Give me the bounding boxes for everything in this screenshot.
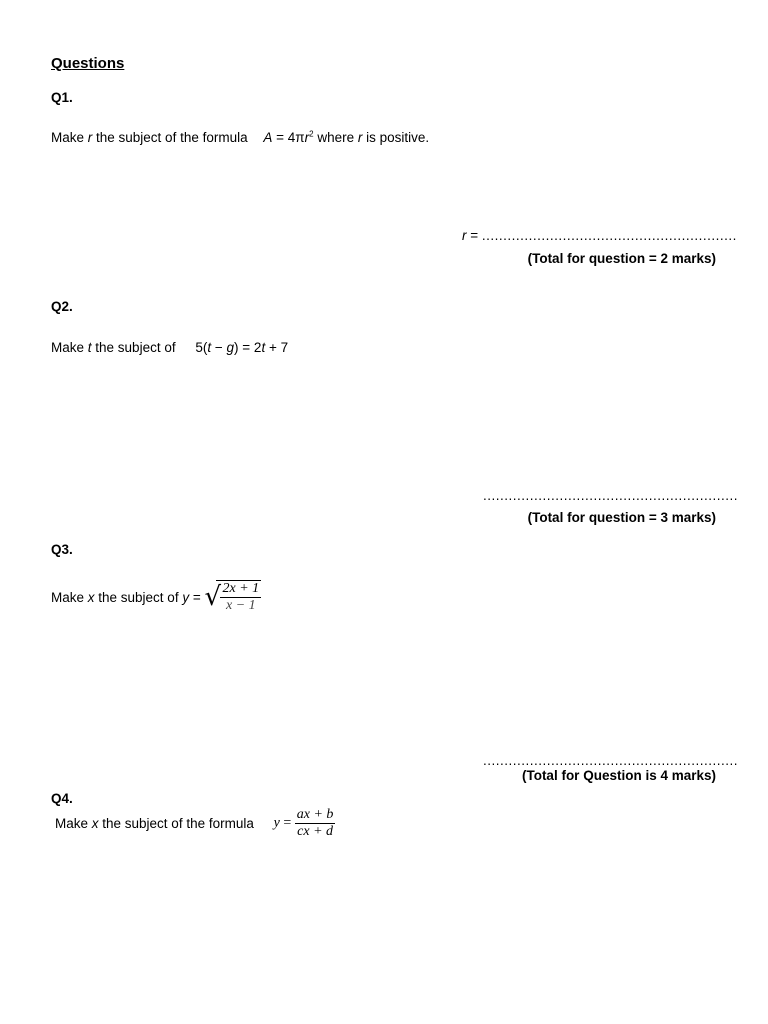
question-2-number: Q2. — [51, 299, 73, 314]
q1-answer-dots: ............................................................ — [481, 228, 737, 243]
question-2-marks: (Total for question = 3 marks) — [527, 510, 716, 525]
q1-text-suffix: is positive. — [362, 130, 430, 145]
q1-text-r: r — [357, 130, 363, 145]
q4-text-mid: the subject of the formula — [98, 816, 254, 831]
q1-formula-A: A — [263, 130, 273, 145]
q2-text-prefix: Make — [51, 340, 88, 355]
question-3-text — [51, 580, 261, 614]
question-1-number: Q1. — [51, 90, 73, 105]
q4-formula-y: y — [273, 815, 280, 831]
question-2-answer-line[interactable]: ............................................................ — [483, 488, 739, 503]
q2-var-t: t — [87, 340, 92, 355]
q3-denominator: x − 1 — [225, 598, 256, 613]
question-3-answer-line[interactable]: ............................................................ — [483, 753, 739, 768]
q3-text-mid: the subject of — [94, 589, 183, 605]
question-2-text — [51, 340, 288, 355]
q3-var-x: x — [87, 589, 95, 605]
q1-formula-exponent: 2 — [309, 129, 314, 139]
q4-formula-eq: = — [279, 815, 295, 831]
question-3-number: Q3. — [51, 542, 73, 557]
q2-formula-c: + 7 — [265, 340, 289, 355]
q4-var-x: x — [91, 816, 99, 831]
q2-formula-t2: t — [261, 340, 266, 355]
q3-sqrt-fraction — [204, 580, 261, 614]
q3-numerator: 2x + 1 — [222, 581, 260, 596]
q4-numerator: ax + b — [296, 807, 334, 822]
q3-text-eq: = — [189, 589, 201, 605]
question-1-marks: (Total for question = 2 marks) — [527, 251, 716, 266]
question-4-number: Q4. — [51, 791, 73, 806]
q1-text-where: where — [317, 130, 358, 145]
q4-denominator: cx + d — [297, 824, 334, 839]
q1-formula-eq: = 4π — [272, 130, 305, 145]
q1-text-mid: the subject of the formula — [92, 130, 248, 145]
q2-formula-a: 5( — [195, 340, 208, 355]
q1-text-prefix: Make — [51, 130, 88, 145]
q2-text-mid: the subject of — [91, 340, 176, 355]
q2-formula-t: t — [207, 340, 212, 355]
q1-var-r: r — [87, 130, 93, 145]
q2-formula-g: g — [226, 340, 235, 355]
q3-text-prefix: Make — [51, 589, 88, 605]
q1-answer-eq: = — [466, 228, 482, 243]
question-4-text — [55, 807, 335, 840]
q1-formula — [263, 130, 317, 145]
question-1-answer-line[interactable] — [462, 228, 737, 243]
q2-formula-minus: − — [211, 340, 227, 355]
q2-formula — [195, 340, 288, 355]
page-heading: Questions — [51, 55, 125, 72]
q4-text-prefix: Make — [55, 816, 92, 831]
q1-answer-var: r — [462, 228, 467, 243]
radical-sign-icon: √ — [204, 582, 222, 612]
q1-formula-r: r — [304, 130, 310, 145]
q4-formula — [274, 807, 336, 840]
q2-formula-b: ) = 2 — [234, 340, 262, 355]
question-1-text — [51, 130, 429, 145]
question-3-marks: (Total for Question is 4 marks) — [521, 768, 716, 783]
q3-var-y: y — [182, 589, 190, 605]
